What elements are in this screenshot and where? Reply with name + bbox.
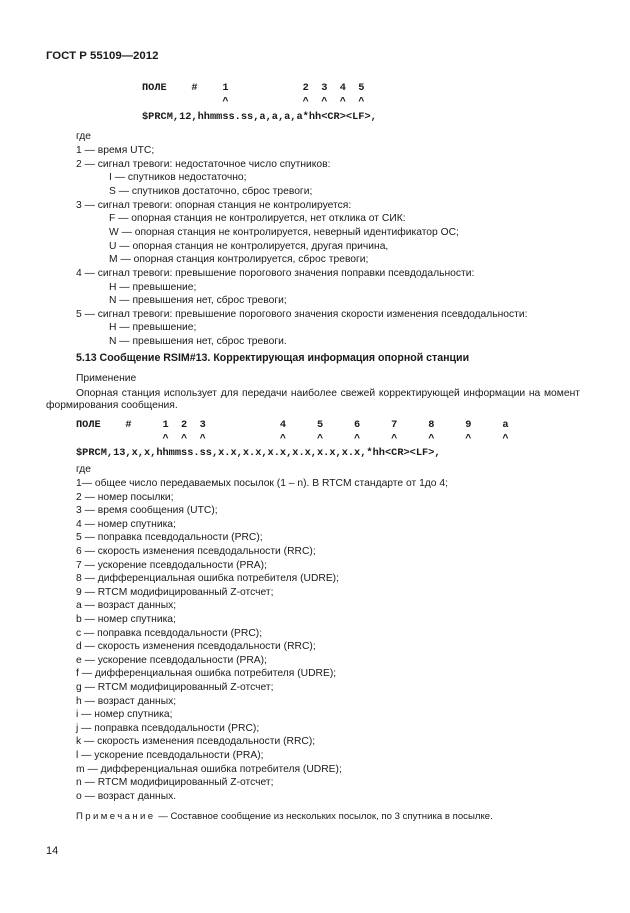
field-description-2: i — номер спутника; bbox=[76, 709, 173, 721]
field-description-2: l — ускорение псевдодальности (PRA); bbox=[76, 750, 264, 761]
field-description-1: 5 — сигнал тревоги: превышение порогового значения скорости изменения псевдодальности: bbox=[76, 308, 528, 320]
field-description-2: 2 — номер посылки; bbox=[76, 491, 174, 503]
field-description-1: H — превышение; bbox=[109, 281, 197, 293]
field-description-2: n — RTCM модифицированный Z-отсчет; bbox=[76, 777, 274, 789]
field-description-2: c — поправка псевдодальности (PRC); bbox=[76, 627, 263, 639]
field-description-1: F — опорная станция не контролируется, нет отклика от СИК: bbox=[109, 213, 406, 225]
field-description-2: k — скорость изменения псевдодальности (RRC); bbox=[76, 736, 316, 748]
field-description-1: 2 — сигнал тревоги: недостаточное число спутников: bbox=[76, 158, 331, 170]
field-description-1: U — опорная станция не контролируется, другая причина, bbox=[109, 240, 389, 252]
field-description-1: W — опорная станция не контролируется, неверный идентификатор ОС; bbox=[109, 226, 459, 238]
where-label-2: где bbox=[76, 464, 92, 475]
field-description-1: N — превышения нет, сброс тревоги. bbox=[109, 336, 287, 348]
field-description-2: g — RTCM модифицированный Z-отсчет; bbox=[76, 682, 274, 693]
field-description-1: N — превышения нет, сброс тревоги; bbox=[109, 295, 287, 307]
field-description-2: m — дифференциальная ошибка потребителя (UDRE); bbox=[76, 763, 342, 775]
field-description-2: d — скорость изменения псевдодальности (RRC); bbox=[76, 641, 316, 653]
sentence-format-1: $PRCM,12,hhmmss.ss,a,a,a,a*hh<CR><LF>, bbox=[142, 111, 377, 123]
field-description-1: S — спутников достаточно, сброс тревоги; bbox=[109, 185, 313, 197]
section-title: 5.13 Сообщение RSIM#13. Корректирующая информация опорной станции bbox=[76, 352, 470, 364]
application-label: Применение bbox=[76, 373, 137, 384]
note bbox=[76, 811, 493, 822]
field-description-2: a — возраст данных; bbox=[76, 600, 177, 612]
field-description-2: o — возраст данных. bbox=[76, 790, 177, 802]
field-numbers-row-2: ПОЛЕ # 1 2 3 4 5 6 7 8 9 a bbox=[76, 419, 509, 431]
application-paragraph: Опорная станция использует для передачи наиболее свежей корректирующей информации на момент формирования сообщения. bbox=[46, 388, 580, 412]
field-description-2: 3 — время сообщения (UTC); bbox=[76, 505, 218, 517]
field-description-1: 4 — сигнал тревоги: превышение порогового значения поправки псевдодальности: bbox=[76, 267, 475, 279]
field-description-1: H — превышение; bbox=[109, 322, 197, 334]
field-description-1: I — спутников недостаточно; bbox=[109, 172, 247, 184]
field-description-2: h — возраст данных; bbox=[76, 695, 177, 707]
field-carets-row-1: ^ ^ ^ ^ ^ bbox=[142, 96, 365, 108]
field-description-2: 8 — дифференциальная ошибка потребителя (UDRE); bbox=[76, 573, 339, 585]
field-description-2: 6 — скорость изменения псевдодальности (RRC); bbox=[76, 546, 316, 557]
where-label-1: где bbox=[76, 131, 92, 142]
field-description-2: 9 — RTCM модифицированный Z-отсчет; bbox=[76, 586, 274, 598]
field-description-2: j — поправка псевдодальности (PRC); bbox=[76, 722, 260, 734]
field-description-1: 1 — время UTC; bbox=[76, 145, 155, 156]
field-description-1: 3 — сигнал тревоги: опорная станция не контролируется: bbox=[76, 199, 352, 211]
field-description-2: b — номер спутника; bbox=[76, 614, 176, 625]
field-description-2: f — дифференциальная ошибка потребителя (UDRE); bbox=[76, 668, 337, 680]
field-numbers-row-1: ПОЛЕ # 1 2 3 4 5 bbox=[142, 82, 365, 94]
document-header: ГОСТ Р 55109—2012 bbox=[46, 50, 159, 62]
sentence-format-2: $PRCM,13,x,x,hhmmss.ss,x.x,x.x,x.x,x.x,x.x,x.x,*hh<CR><LF>, bbox=[76, 447, 441, 459]
page-number: 14 bbox=[46, 845, 59, 857]
field-description-2: e — ускорение псевдодальности (PRA); bbox=[76, 654, 267, 666]
field-description-2: 1— общее число передаваемых посылок (1 – n). В RTCM стандарте от 1до 4; bbox=[76, 478, 448, 489]
field-description-2: 7 — ускорение псевдодальности (PRA); bbox=[76, 559, 267, 571]
field-description-2: 5 — поправка псевдодальности (PRC); bbox=[76, 532, 263, 544]
field-description-2: 4 — номер спутника; bbox=[76, 518, 176, 530]
note-text: — Составное сообщение из нескольких посылок, по 3 спутника в посылке. bbox=[155, 811, 493, 822]
field-carets-row-2: ^ ^ ^ ^ ^ ^ ^ ^ ^ ^ bbox=[76, 433, 509, 445]
field-description-1: M — опорная станция контролируется, сброс тревоги; bbox=[109, 254, 369, 266]
note-label: Примечание bbox=[76, 811, 156, 822]
